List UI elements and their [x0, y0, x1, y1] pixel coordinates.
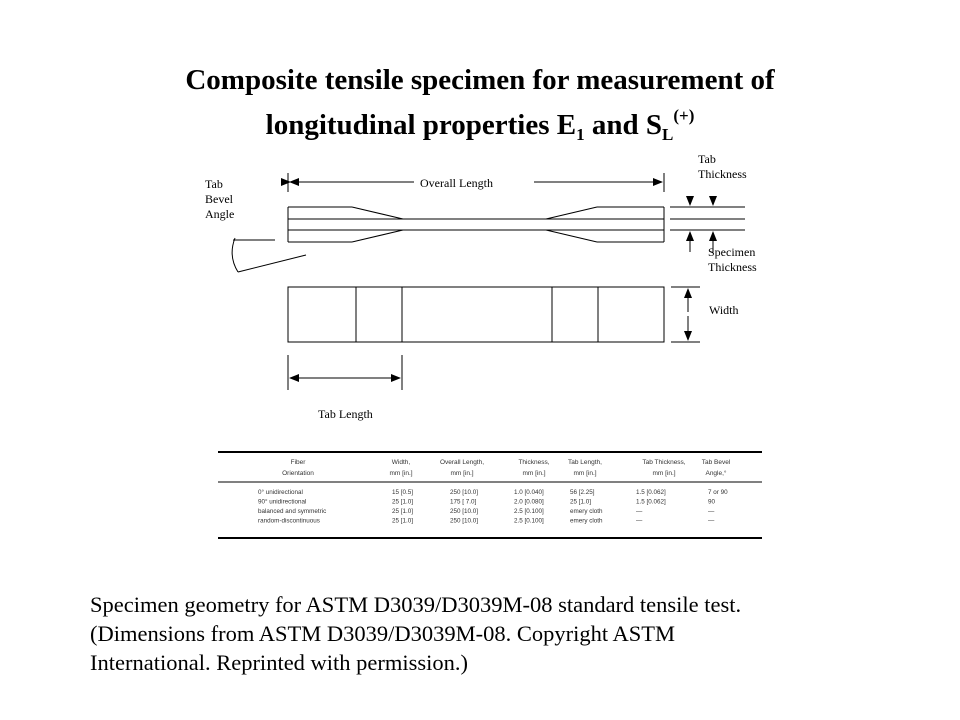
table-header-cell: mm [in.]: [389, 470, 413, 477]
tab-length-label: Tab Length: [318, 407, 373, 421]
table-cell: —: [708, 517, 715, 525]
table-header-cell: mm [in.]: [450, 470, 474, 477]
width-dimension: [671, 287, 700, 342]
table-cell: 15 [0.5]: [392, 489, 414, 496]
table-cell: —: [636, 517, 643, 525]
table-cell: 175 [ 7.0]: [450, 498, 477, 506]
specimen-thickness-label-1: Specimen: [708, 245, 756, 259]
table-header-cell: Orientation: [282, 470, 314, 477]
table-cell: 250 [10.0]: [450, 508, 479, 515]
table-cell: balanced and symmetric: [258, 508, 327, 515]
table-header-cell: mm [in.]: [573, 470, 597, 477]
table-cell: 2.0 [0.080]: [514, 498, 544, 506]
specimen-top-view: [288, 287, 664, 342]
specimen-dimensions-table: [218, 442, 762, 542]
tab-length-dimension: [288, 355, 402, 390]
table-cell: 90° unidirectional: [258, 498, 307, 506]
table-cell: 250 [10.0]: [450, 489, 479, 496]
table-header-cell: Tab Thickness,: [642, 459, 686, 466]
table-header-cell: Width,: [391, 459, 411, 466]
table-cell: —: [636, 508, 643, 515]
table-cell: emery cloth: [570, 508, 603, 515]
tab-thickness-label-1: Tab: [698, 152, 716, 166]
table-header-cell: Angle,°: [705, 470, 727, 477]
caption-line-2: (Dimensions from ASTM D3039/D3039M-08. Copyright ASTM: [90, 621, 676, 646]
table-header-cell: Tab Bevel: [701, 459, 731, 466]
caption-line-3: International. Reprinted with permission.): [90, 650, 469, 675]
table-header-cell: Fiber: [290, 459, 306, 466]
table-cell: 250 [10.0]: [450, 517, 479, 525]
table-cell: 56 [2.25]: [570, 489, 595, 496]
table-header-cell: mm [in.]: [652, 470, 676, 477]
table-cell: emery cloth: [570, 517, 603, 525]
figure-caption: [90, 590, 890, 677]
table-cell: 90: [708, 498, 716, 506]
width-label: Width: [709, 303, 739, 317]
caption-line-1: Specimen geometry for ASTM D3039/D3039M-08 standard tensile test.: [90, 592, 742, 617]
table-cell: 0° unidirectional: [258, 489, 303, 496]
tab-bevel-angle-label-1: Tab: [205, 177, 223, 191]
table-cell: 7 or 90: [708, 489, 728, 496]
table-cell: 1.0 [0.040]: [514, 489, 544, 496]
table-cell: 1.5 [0.062]: [636, 489, 666, 496]
title-text-mid: and S: [584, 109, 662, 141]
table-cell: random-discontinuous: [258, 517, 320, 525]
table-header-cell: Tab Length,: [568, 459, 602, 466]
table-cell: —: [708, 508, 715, 515]
table-cell: 25 [1.0]: [392, 508, 414, 515]
bevel-angle-symbol: [232, 238, 306, 272]
title-superscript-plus: (+): [673, 106, 695, 125]
table-cell: 25 [1.0]: [392, 517, 414, 525]
title-text-main: longitudinal properties E: [265, 109, 577, 141]
table-cell: 2.5 [0.100]: [514, 517, 544, 525]
tab-thickness-dimension: [670, 196, 745, 252]
tab-thickness-label-2: Thickness: [698, 167, 747, 181]
overall-length-label: Overall Length: [420, 176, 493, 190]
table-cell: 1.5 [0.062]: [636, 498, 666, 506]
title-subscript-1: 1: [576, 125, 585, 144]
slide-title-line1: Composite tensile specimen for measurement of: [185, 64, 775, 96]
table-cell: 2.5 [0.100]: [514, 508, 544, 515]
table-header-cell: Overall Length,: [439, 459, 485, 466]
tab-bevel-angle-label-2: Bevel: [205, 192, 233, 206]
specimen-thickness-label-2: Thickness: [708, 260, 757, 274]
table-cell: 25 [1.0]: [570, 498, 592, 506]
tab-bevel-angle-label-3: Angle: [205, 207, 235, 221]
specimen-side-view: [288, 207, 664, 242]
table-header-cell: mm [in.]: [522, 470, 546, 477]
table-cell: 25 [1.0]: [392, 498, 414, 506]
title-subscript-l: L: [662, 125, 674, 144]
table-header-cell: Thickness,: [518, 459, 550, 466]
